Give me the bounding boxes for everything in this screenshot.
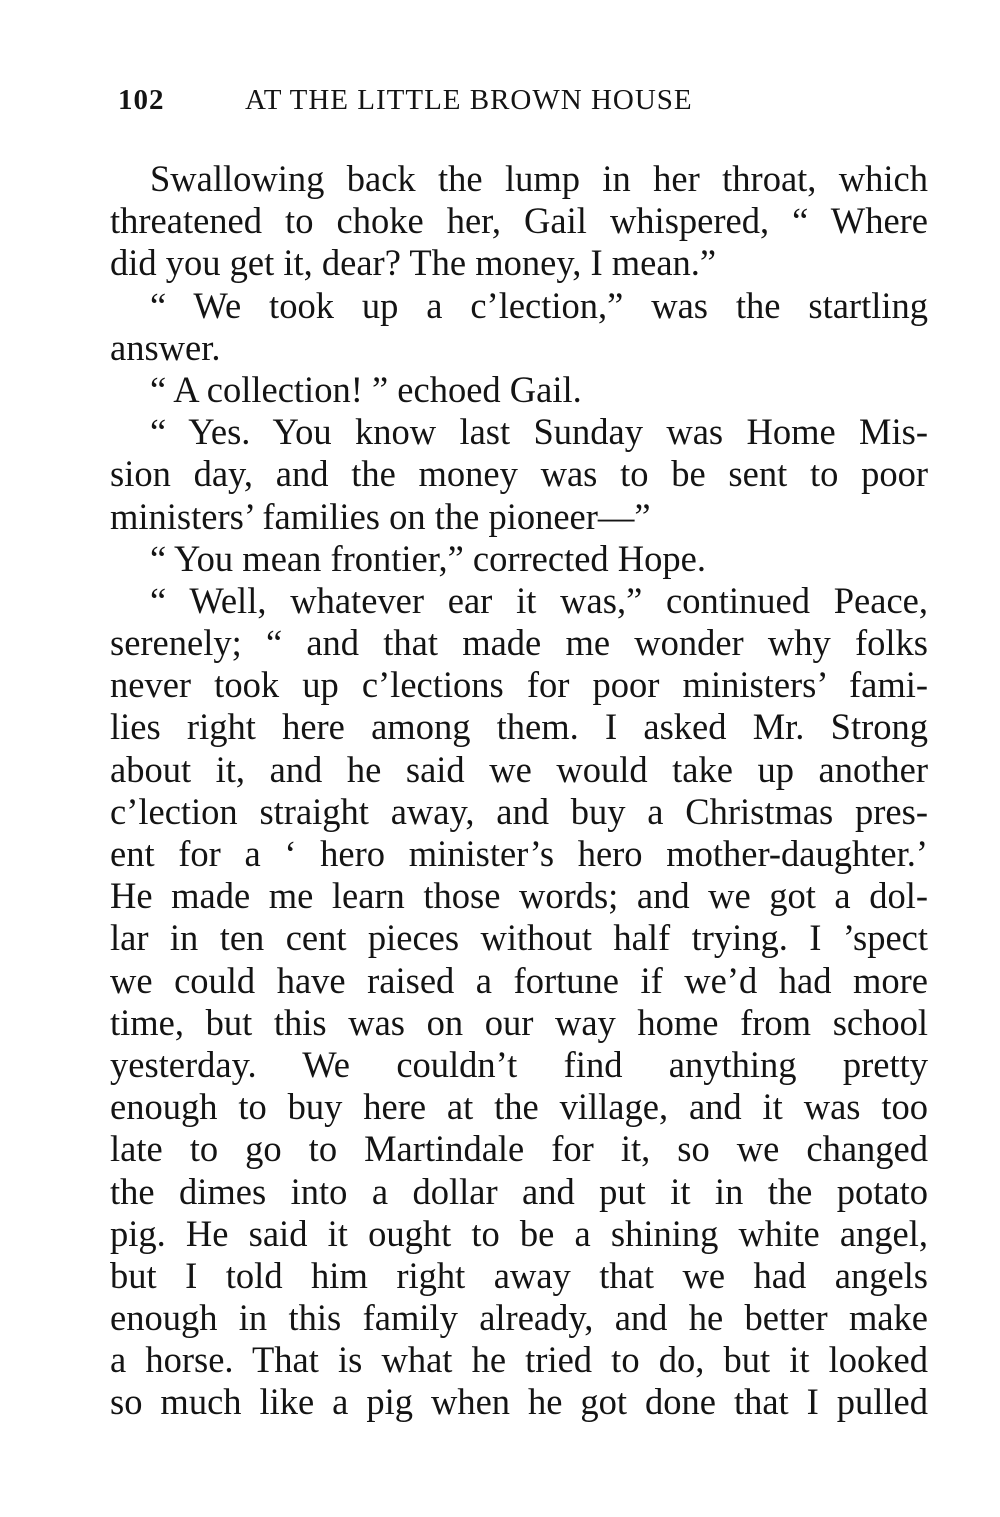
running-head bbox=[118, 84, 918, 124]
text-line: yesterday. We couldn’t find anything pretty bbox=[110, 1043, 928, 1085]
text-line: we could have raised a fortune if we’d had more bbox=[110, 959, 928, 1001]
text-line: “ A collection! ” echoed Gail. bbox=[150, 368, 582, 410]
text-line: “ Well, whatever ear it was,” continued Peace, bbox=[150, 579, 928, 621]
text-line: but I told him right away that we had angels bbox=[110, 1254, 928, 1296]
text-line: so much like a pig when he got done that I pulled bbox=[110, 1381, 928, 1423]
text-line: lar in ten cent pieces without half trying. I ’spect bbox=[110, 917, 928, 959]
text-line: ent for a ‘ hero minister’s hero mother-daughter.’ bbox=[110, 833, 928, 874]
text-line: “ We took up a c’lection,” was the startling bbox=[150, 284, 928, 326]
text-line: enough to buy here at the village, and it was too bbox=[110, 1086, 928, 1128]
text-line: about it, and he said we would take up another bbox=[110, 748, 928, 790]
page-number: 102 bbox=[118, 84, 165, 116]
text-line: c’lection straight away, and buy a Christmas pres- bbox=[110, 790, 928, 832]
text-line: pig. He said it ought to be a shining white angel, bbox=[110, 1212, 928, 1254]
text-line: sion day, and the money was to be sent to poor bbox=[110, 453, 928, 495]
text-line: the dimes into a dollar and put it in the potato bbox=[110, 1170, 928, 1212]
text-line: “ Yes. You know last Sunday was Home Mis- bbox=[150, 411, 928, 453]
text-line: lies right here among them. I asked Mr. Strong bbox=[110, 706, 928, 748]
text-line: serenely; “ and that made me wonder why folks bbox=[110, 622, 928, 664]
text-line: time, but this was on our way home from school bbox=[110, 1001, 928, 1043]
text-line: never took up c’lections for poor ministers’ fami- bbox=[110, 664, 928, 706]
text-line: a horse. That is what he tried to do, but it looked bbox=[110, 1339, 928, 1381]
text-line: “ You mean frontier,” corrected Hope. bbox=[150, 537, 706, 579]
body-text bbox=[110, 158, 928, 1424]
text-line: threatened to choke her, Gail whispered, “ Where bbox=[110, 200, 928, 242]
text-line: answer. bbox=[110, 326, 221, 368]
text-line: did you get it, dear? The money, I mean.” bbox=[110, 242, 717, 284]
text-line: Swallowing back the lump in her throat, which bbox=[150, 158, 928, 199]
running-title: AT THE LITTLE BROWN HOUSE bbox=[245, 84, 693, 116]
text-line: late to go to Martindale for it, so we changed bbox=[110, 1128, 928, 1170]
text-line: He made me learn those words; and we got a dol- bbox=[110, 875, 928, 917]
text-line: enough in this family already, and he better make bbox=[110, 1297, 928, 1339]
text-line: ministers’ families on the pioneer—” bbox=[110, 495, 651, 537]
